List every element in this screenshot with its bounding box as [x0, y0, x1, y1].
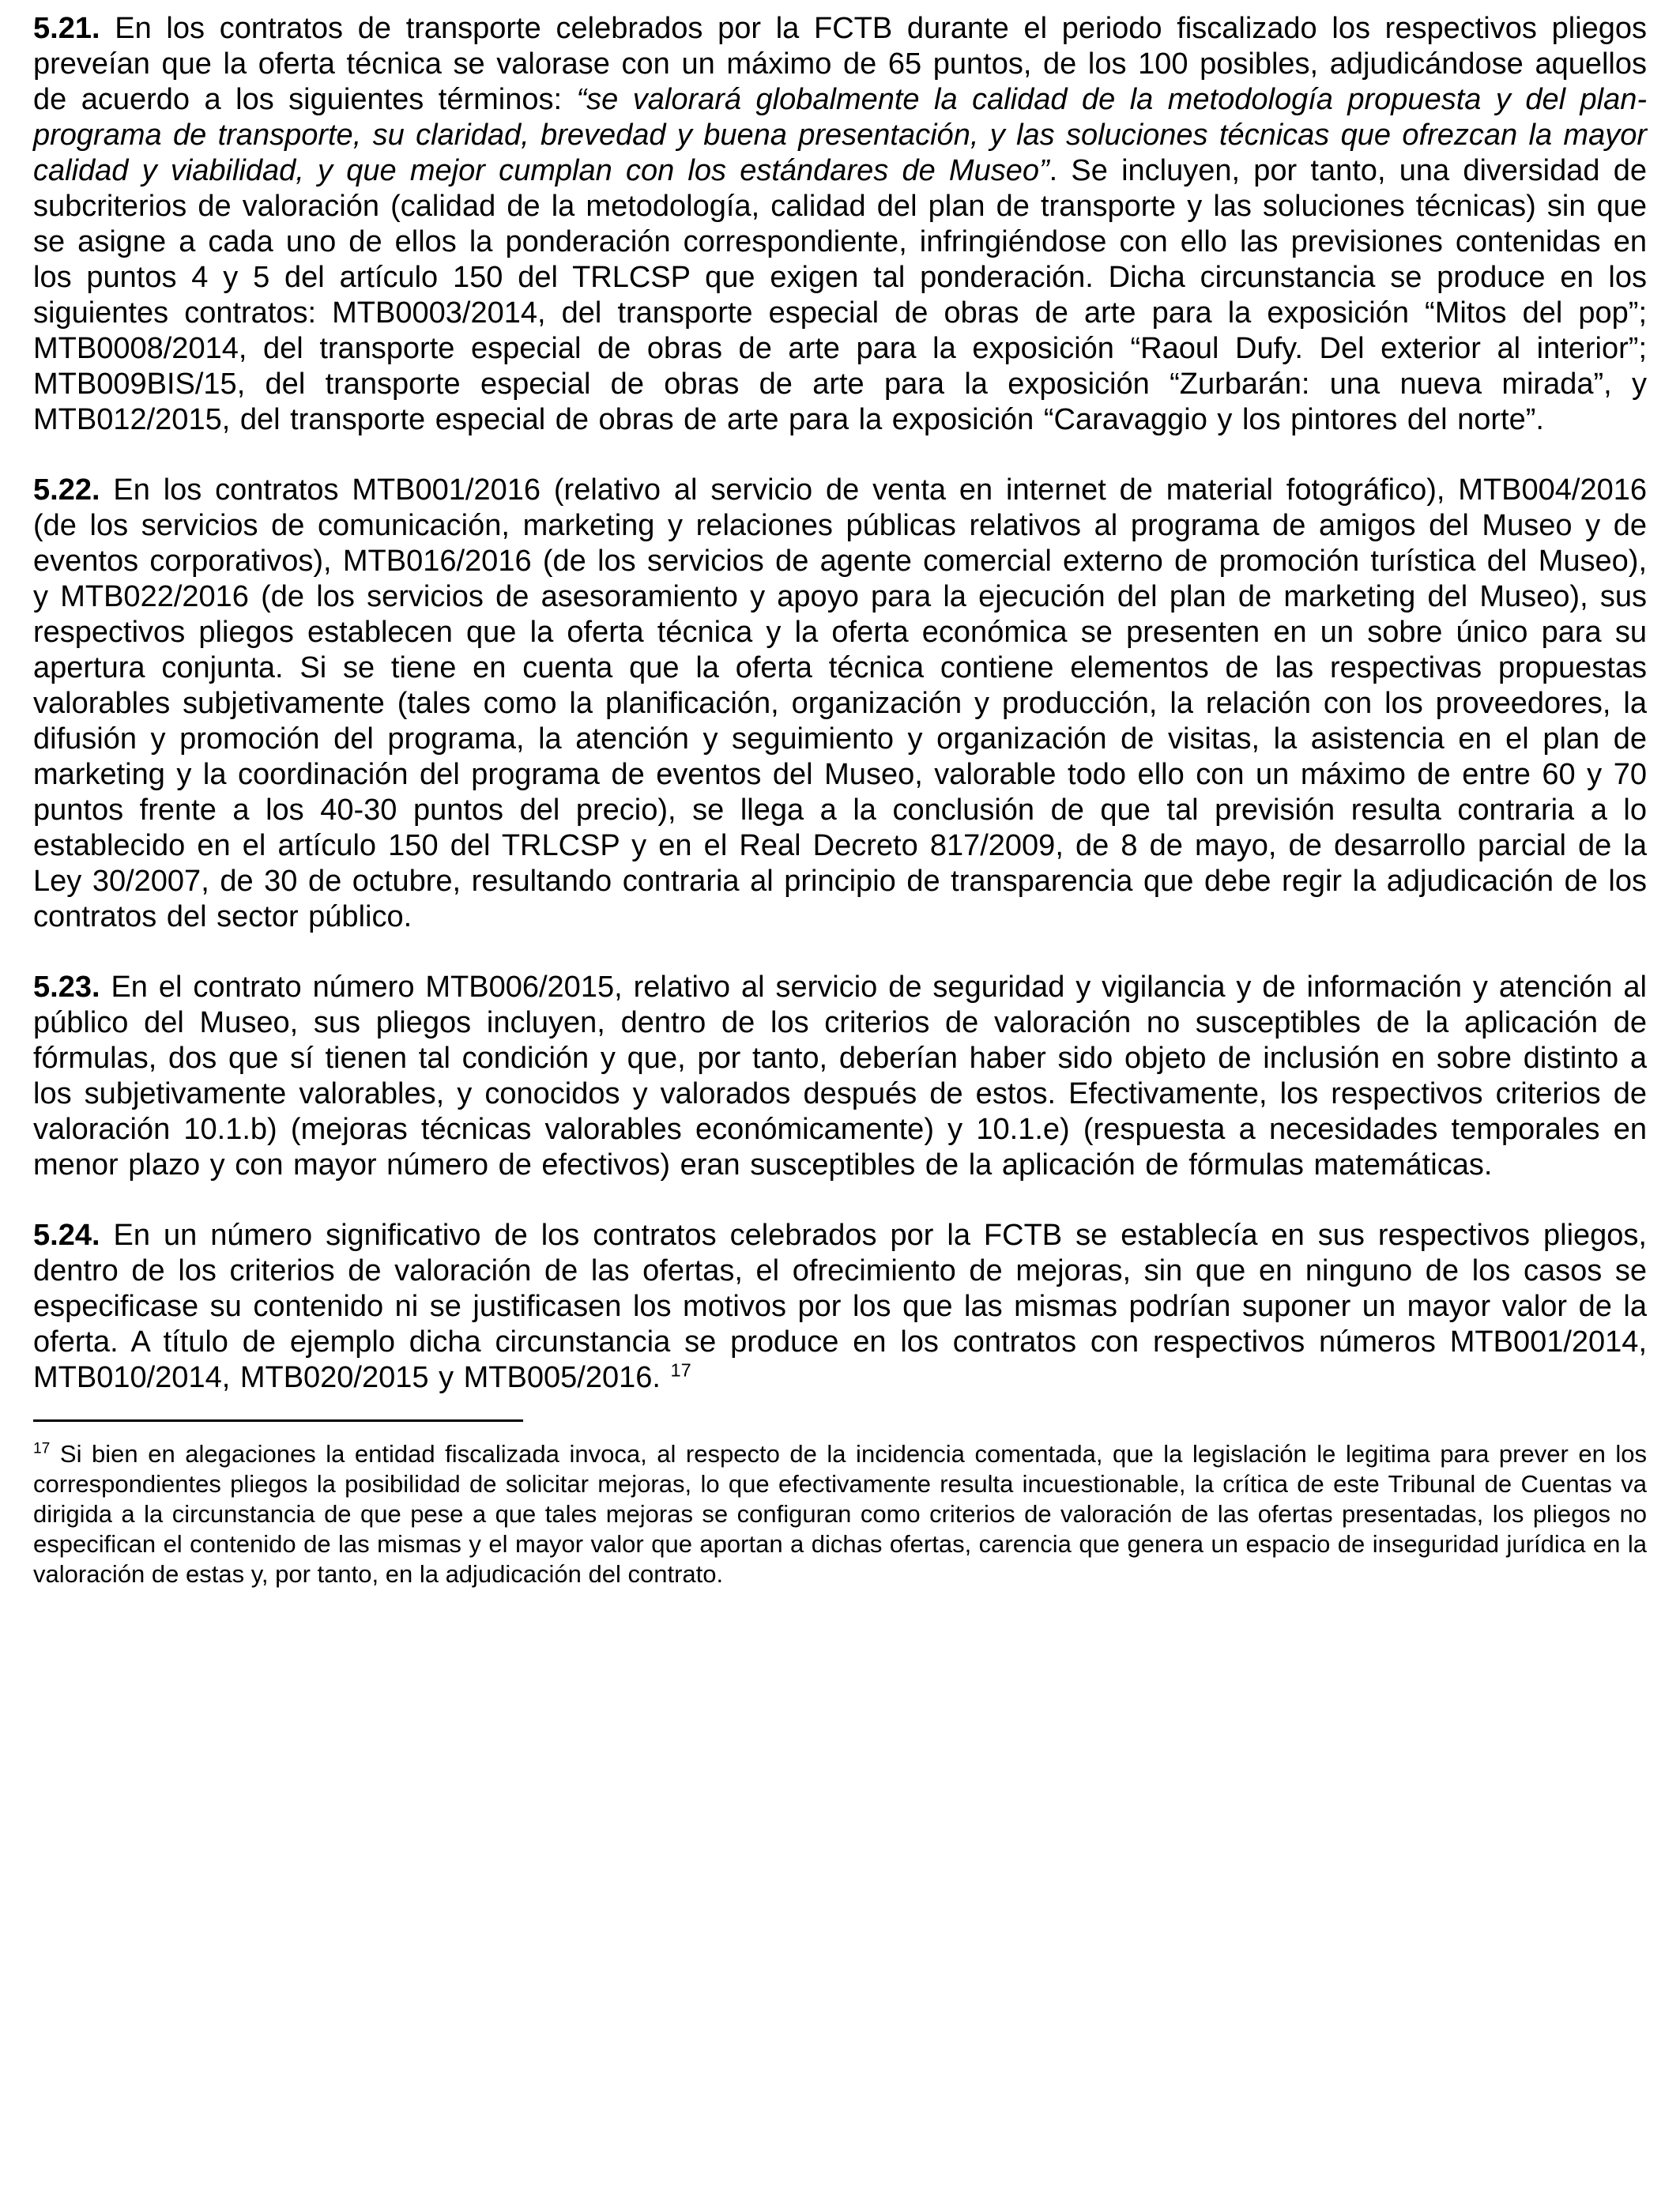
paragraph-5-21: 5.21. En los contratos de transporte celebrados por la FCTB durante el periodo fiscalizado los respectivos pliegos preveían que la oferta técnica se valorase con un máximo de 65 puntos, de los 100 posibles, adjudicándose aquellos de acuerdo a los siguientes términos: “se valorará globalmente la calidad de la metodología propuesta y del plan-programa de transporte, su claridad, brevedad y buena presentación, y las soluciones técnicas que ofrezcan la mayor calidad y viabilidad, y que mejor cumplan con los estándares de Museo”. Se incluyen, por tanto, una diversidad de subcriterios de valoración (calidad de la metodología, calidad del plan de transporte y las soluciones técnicas) sin que se asigne a cada uno de ellos la ponderación correspondiente, infringiéndose con ello las previsiones contenidas en los puntos 4 y 5 del artículo 150 del TRLCSP que exigen tal ponderación. Dicha circunstancia se produce en los siguientes contratos: MTB0003/2014, del transporte especial de obras de arte para la exposición “Mitos del pop”; MTB0008/2014, del transporte especial de obras de arte para la exposición “Raoul Dufy. Del exterior al interior”; MTB009BIS/15, del transporte especial de obras de arte para la exposición “Zurbarán: una nueva mirada”, y MTB012/2015, del transporte especial de obras de arte para la exposición “Caravaggio y los pintores del norte”.: [33, 12, 1648, 436]
footnote-section: [33, 1419, 1647, 1589]
footnote-17: $^{17}$ Si bien en alegaciones la entidad fiscalizada invoca, al respecto de la incidencia comentada, que la legislación le legitima para prever en los correspondientes pliegos la posibilidad de solicitar mejoras, lo que efectivamente resulta incuestionable, la crítica de este Tribunal de Cuentas va dirigida a la circunstancia de que pese a que tales mejoras se configuran como criterios de valoración de las ofertas presentadas, los pliegos no especifican el contenido de las mismas y el mayor valor que aportan a dichas ofertas, carencia que genera un espacio de inseguridad jurídica en la valoración de estas y, por tanto, en la adjudicación del contrato.: [33, 1440, 1647, 1588]
paragraph-5-23: 5.23. En el contrato número MTB006/2015, relativo al servicio de seguridad y vigilancia y de información y atención al público del Museo, sus pliegos incluyen, dentro de los criterios de valoración no susceptibles de la aplicación de fórmulas, dos que sí tienen tal condición y que, por tanto, deberían haber sido objeto de inclusión en sobre distinto a los subjetivamente valorables, y conocidos y valorados después de estos. Efectivamente, los respectivos criterios de valoración 10.1.b) (mejoras técnicas valorables económicamente) y 10.1.e) (respuesta a necesidades temporales en menor plazo y con mayor número de efectivos) eran susceptibles de la aplicación de fórmulas matemáticas.: [33, 971, 1647, 1182]
document-body: [33, 11, 1647, 1589]
paragraph-5-22: 5.22. En los contratos MTB001/2016 (relativo al servicio de venta en internet de material fotográfico), MTB004/2016 (de los servicios de comunicación, marketing y relaciones públicas relativos al programa de amigos del Museo y de eventos corporativos), MTB016/2016 (de los servicios de agente comercial externo de promoción turística del Museo), y MTB022/2016 (de los servicios de asesoramiento y apoyo para la ejecución del plan de marketing del Museo), sus respectivos pliegos establecen que la oferta técnica y la oferta económica se presenten en un sobre único para su apertura conjunta. Si se tiene en cuenta que la oferta técnica contiene elementos de las respectivas propuestas valorables subjetivamente (tales como la planificación, organización y producción, la relación con los proveedores, la difusión y promoción del programa, la atención y seguimiento y organización de visitas, la asistencia en el plan de marketing y la coordinación del programa de eventos del Museo, valorable todo ello con un máximo de entre 60 y 70 puntos frente a los 40-30 puntos del precio), se llega a la conclusión de que tal previsión resulta contraria a lo establecido en el artículo 150 del TRLCSP y en el Real Decreto 817/2009, de 8 de mayo, de desarrollo parcial de la Ley 30/2007, de 30 de octubre, resultando contraria al principio de transparencia que debe regir la adjudicación de los contratos del sector público.: [33, 473, 1647, 933]
paragraph-5-24: 5.24. En un número significativo de los contratos celebrados por la FCTB se establecía en sus respectivos pliegos, dentro de los criterios de valoración de las ofertas, el ofrecimiento de mejoras, sin que en ninguno de los casos se especificase su contenido ni se justificasen los motivos por los que las mismas podrían suponer un mayor valor de la oferta. A título de ejemplo dicha circunstancia se produce en los contratos con respectivos números MTB001/2014, MTB010/2014, MTB020/2015 y MTB005/2016. $^{17}$: [33, 1219, 1647, 1394]
footnote-separator: [33, 1419, 523, 1422]
